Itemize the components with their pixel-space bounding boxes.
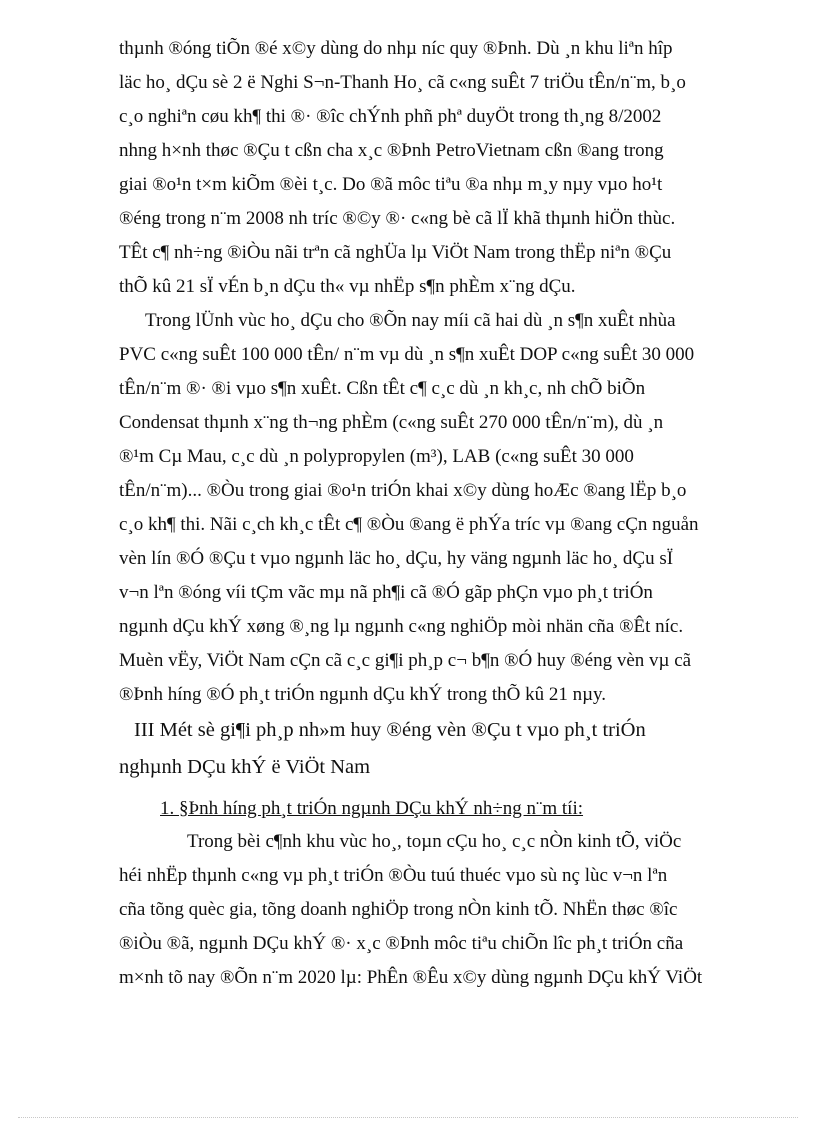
body-line: vèn lín ®Ó ®Çu t vµo ngµnh läc ho¸ dÇu, hy väng ngµnh läc ho¸ dÇu sÏ	[119, 548, 674, 569]
body-line: c¸o nghiªn cøu kh¶ thi ®· ®îc chÝnh phñ phª duyÖt trong th¸ng 8/2002	[119, 106, 662, 127]
section-heading-continued: nghµnh DÇu khÝ ë ViÖt Nam	[119, 756, 371, 778]
body-line: ®iÒu ®ã, ngµnh DÇu khÝ ®· x¸c ®Þnh môc tiªu chiÕn lîc ph¸t triÓn cña	[119, 933, 684, 954]
page-bottom-divider	[18, 1117, 798, 1118]
body-line: Muèn vËy, ViÖt Nam cÇn cã c¸c gi¶i ph¸p c¬ b¶n ®Ó huy ®éng vèn vµ cã	[119, 650, 692, 671]
body-line: PVC c«ng suÊt 100 000 tÊn/ n¨m vµ dù ¸n s¶n xuÊt DOP c«ng suÊt 30 000	[119, 344, 695, 365]
body-line: v¬n lªn ®óng víi tÇm vãc mµ nã ph¶i cã ®Ó gãp phÇn vµo ph¸t triÓn	[119, 582, 653, 603]
body-line: héi nhËp thµnh c«ng vµ ph¸t triÓn ®Òu tuú thuéc vµo sù nç lùc v¬n lªn	[119, 865, 668, 886]
body-line: cña tõng quèc gia, tõng doanh nghiÖp trong nÒn kinh tÕ. NhËn thøc ®îc	[119, 899, 678, 920]
body-line: thµnh ®óng tiÕn ®é x©y dùng do nhµ níc quy ®Þnh. Dù ¸n khu liªn hîp	[119, 38, 673, 59]
body-line: ®Þnh híng ®Ó ph¸t triÓn ngµnh dÇu khÝ trong thÕ kû 21 nµy.	[119, 684, 607, 705]
body-line: TÊt c¶ nh÷ng ®iÒu nãi trªn cã nghÜa lµ ViÖt Nam trong thËp niªn ®Çu	[119, 242, 672, 263]
body-line: tÊn/n¨m ®· ®i vµo s¶n xuÊt. Cßn tÊt c¶ c¸c dù ¸n kh¸c, nh chÕ biÕn	[119, 378, 646, 399]
body-line: Trong lÜnh vùc ho¸ dÇu cho ®Õn nay míi cã hai dù ¸n s¶n xuÊt nhùa	[145, 310, 676, 331]
body-line: c¸o kh¶ thi. Nãi c¸ch kh¸c tÊt c¶ ®Òu ®ang ë phÝa tríc vµ ®ang cÇn nguån	[119, 514, 699, 535]
body-line: tÊn/n¨m)... ®Òu trong giai ®o¹n triÓn khai x©y dùng hoÆc ®ang lËp b¸o	[119, 480, 687, 501]
body-line: m×nh tõ nay ®Õn n¨m 2020 lµ: PhÊn ®Êu x©y dùng ngµnh DÇu khÝ ViÖt	[119, 967, 703, 988]
body-line: läc ho¸ dÇu sè 2 ë Nghi S¬n-Thanh Ho¸ cã c«ng suÊt 7 triÖu tÊn/n¨m, b¸o	[119, 72, 686, 93]
body-line: nhng h×nh thøc ®Çu t cßn cha x¸c ®Þnh PetroVietnam cßn ®ang trong	[119, 140, 664, 161]
body-line: giai ®o¹n t×m kiÕm ®èi t¸c. Do ®ã môc tiªu ®a nhµ m¸y nµy vµo ho¹t	[119, 174, 663, 195]
body-line: ®¹m Cµ Mau, c¸c dù ¸n polypropylen (m³), LAB (c«ng suÊt 30 000	[119, 446, 634, 467]
body-line: ngµnh dÇu khÝ xøng ®¸ng lµ ngµnh c«ng nghiÖp mòi nhän cña ®Êt níc.	[119, 616, 684, 637]
body-line: Condensat thµnh x¨ng th¬ng phÈm (c«ng suÊt 270 000 tÊn/n¨m), dù ¸n	[119, 412, 664, 433]
subheading: 1. §Þnh híng ph¸t triÓn ngµnh DÇu khÝ nh÷ng n¨m tíi:	[160, 798, 584, 819]
body-line: ®éng trong n¨m 2008 nh tríc ®©y ®· c«ng bè cã lÏ khã thµnh hiÖn thùc.	[119, 208, 676, 229]
body-line: Trong bèi c¶nh khu vùc ho¸, toµn cÇu ho¸ c¸c nÒn kinh tÕ, viÖc	[187, 831, 682, 852]
body-line: thÕ kû 21 sÏ vÉn b¸n dÇu th« vµ nhËp s¶n phÈm x¨ng dÇu.	[119, 276, 576, 297]
section-heading: III Mét sè gi¶i ph¸p nh»m huy ®éng vèn ®Çu t vµo ph¸t triÓn	[134, 719, 646, 741]
